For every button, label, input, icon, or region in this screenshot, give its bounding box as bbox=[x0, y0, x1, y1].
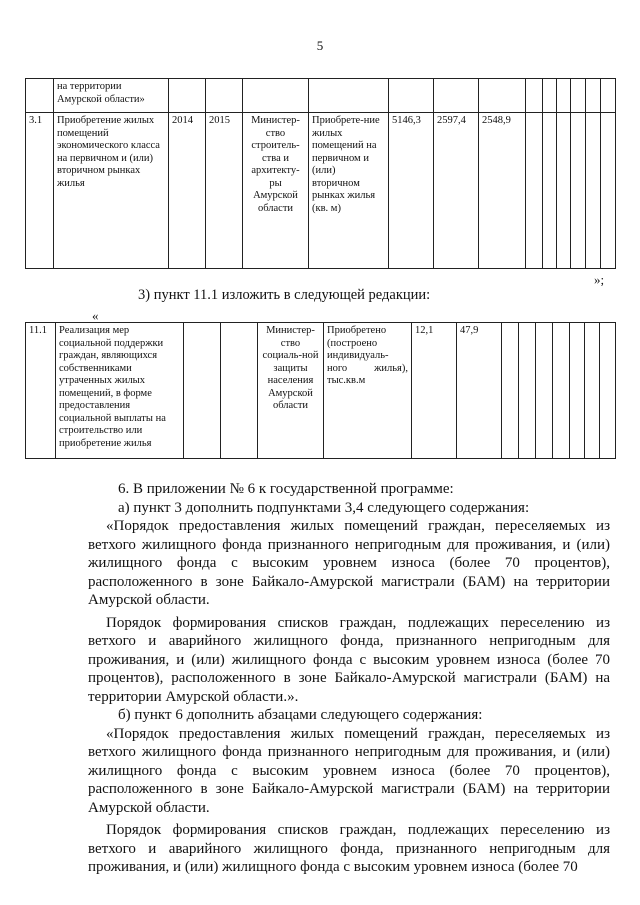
table-cell bbox=[434, 79, 479, 113]
page-number: 5 bbox=[316, 38, 324, 53]
table-cell bbox=[526, 79, 543, 113]
table-cell-executor: Министер-ство строитель-ства и архитекту-ры Амурской области bbox=[243, 113, 309, 269]
table-row bbox=[26, 113, 616, 269]
table-cell bbox=[536, 323, 553, 459]
table-cell-name: Приобретение жилых помещений экономического класса на первичном и (или) вторичном рынках жилья bbox=[54, 113, 169, 269]
table-cell bbox=[585, 323, 600, 459]
paragraph-text: Порядок формирования списков граждан, подлежащих переселению из ветхого и аварийного жилищного фонда, признанного непригодным для проживания, и (или) жилищного фонда с высоким уровнем износа (более 70 bbox=[88, 822, 610, 875]
table-cell bbox=[557, 79, 571, 113]
table-cell bbox=[543, 113, 557, 269]
paragraph-text: «Порядок предоставления жилых помещений граждан, переселяемых из ветхого жилищного фонда признанного непригодным для проживания, и (или) жилищного фонда с высоким уровнем износа (более 70 процентов), расположенного в зоне Байкало-Амурской магистрали (БАМ) на территории Амурской области. bbox=[88, 518, 610, 608]
program-measures-table bbox=[25, 78, 616, 269]
table-cell-num: 11.1 bbox=[26, 323, 56, 459]
table-cell bbox=[586, 79, 601, 113]
table-cell bbox=[570, 323, 585, 459]
table-cell-value: 2597,4 bbox=[434, 113, 479, 269]
table-row bbox=[26, 79, 616, 113]
opening-quote: « bbox=[92, 308, 99, 323]
paragraph-text: «Порядок предоставления жилых помещений граждан, переселяемых из ветхого жилищного фонда признанного непригодным для проживания, и (или) жилищного фонда с высоким уровнем износа (более 70 процентов), расположенного в зоне Байкало-Амурской магистрали (БАМ) на территории Амурской области. bbox=[88, 725, 610, 816]
table-cell bbox=[502, 323, 519, 459]
table-cell-indicator: Приобрете-ние жилых помещений на первичном и (или) вторичном рынках жилья (кв. м) bbox=[309, 113, 389, 269]
table-cell bbox=[389, 79, 434, 113]
paragraph-text: Порядок формирования списков граждан, подлежащих переселению из ветхого и аварийного жилищного фонда, признанного непригодным для проживания, и (или) жилищного фонда с высоким уровнем износа (более 70 процентов), расположенного в зоне Байкало-Амурской магистрали (БАМ) на территории Амурской области.». bbox=[88, 614, 610, 705]
paragraph-subpoint-b: б) пункт 6 дополнить абзацами следующего содержания: bbox=[118, 707, 483, 723]
table-cell bbox=[601, 113, 616, 269]
table-cell-name: на территории Амурской области» bbox=[54, 79, 169, 113]
table-cell bbox=[553, 323, 570, 459]
table-cell-end-year: 2015 bbox=[206, 113, 243, 269]
table-cell bbox=[571, 113, 586, 269]
table-cell bbox=[26, 79, 54, 113]
table-cell bbox=[601, 79, 616, 113]
table-cell bbox=[543, 79, 557, 113]
table-cell bbox=[169, 79, 206, 113]
table-cell bbox=[221, 323, 258, 459]
table-cell-executor: Министер-ство социаль-ной защиты населения Амурской области bbox=[258, 323, 324, 459]
table-cell bbox=[557, 113, 571, 269]
table-cell-value: 5146,3 bbox=[389, 113, 434, 269]
document-body bbox=[88, 480, 610, 877]
table-cell bbox=[526, 113, 543, 269]
table-cell-start-year: 2014 bbox=[169, 113, 206, 269]
table-cell-indicator: Приобретено (построено индивидуаль-ного жилья), тыс.кв.м bbox=[324, 323, 412, 459]
table-cell bbox=[479, 79, 526, 113]
paragraph-subpoint-a: а) пункт 3 дополнить подпунктами 3,4 следующего содержания: bbox=[118, 499, 530, 516]
table-cell bbox=[571, 79, 586, 113]
table-cell bbox=[600, 323, 616, 459]
closing-quote: »; bbox=[594, 272, 605, 287]
table-row bbox=[26, 323, 616, 459]
table-cell-value: 47,9 bbox=[457, 323, 502, 459]
table-cell bbox=[206, 79, 243, 113]
table-cell-num: 3.1 bbox=[26, 113, 54, 269]
table-cell-value: 12,1 bbox=[412, 323, 457, 459]
paragraph-item-6: 6. В приложении № 6 к государственной программе: bbox=[118, 481, 454, 497]
program-measure-11-1-table bbox=[25, 322, 616, 459]
subpoint-heading: 3) пункт 11.1 изложить в следующей редакции: bbox=[138, 287, 431, 303]
table-cell-value: 2548,9 bbox=[479, 113, 526, 269]
table-cell bbox=[309, 79, 389, 113]
table-cell bbox=[586, 113, 601, 269]
table-cell bbox=[519, 323, 536, 459]
table-cell bbox=[243, 79, 309, 113]
table-cell bbox=[184, 323, 221, 459]
table-cell-name: Реализация мер социальной поддержки граждан, являющихся собственниками утраченных жилых помещений, в форме предоставления социальной выплаты на строительство или приобретение жилья bbox=[56, 323, 184, 459]
